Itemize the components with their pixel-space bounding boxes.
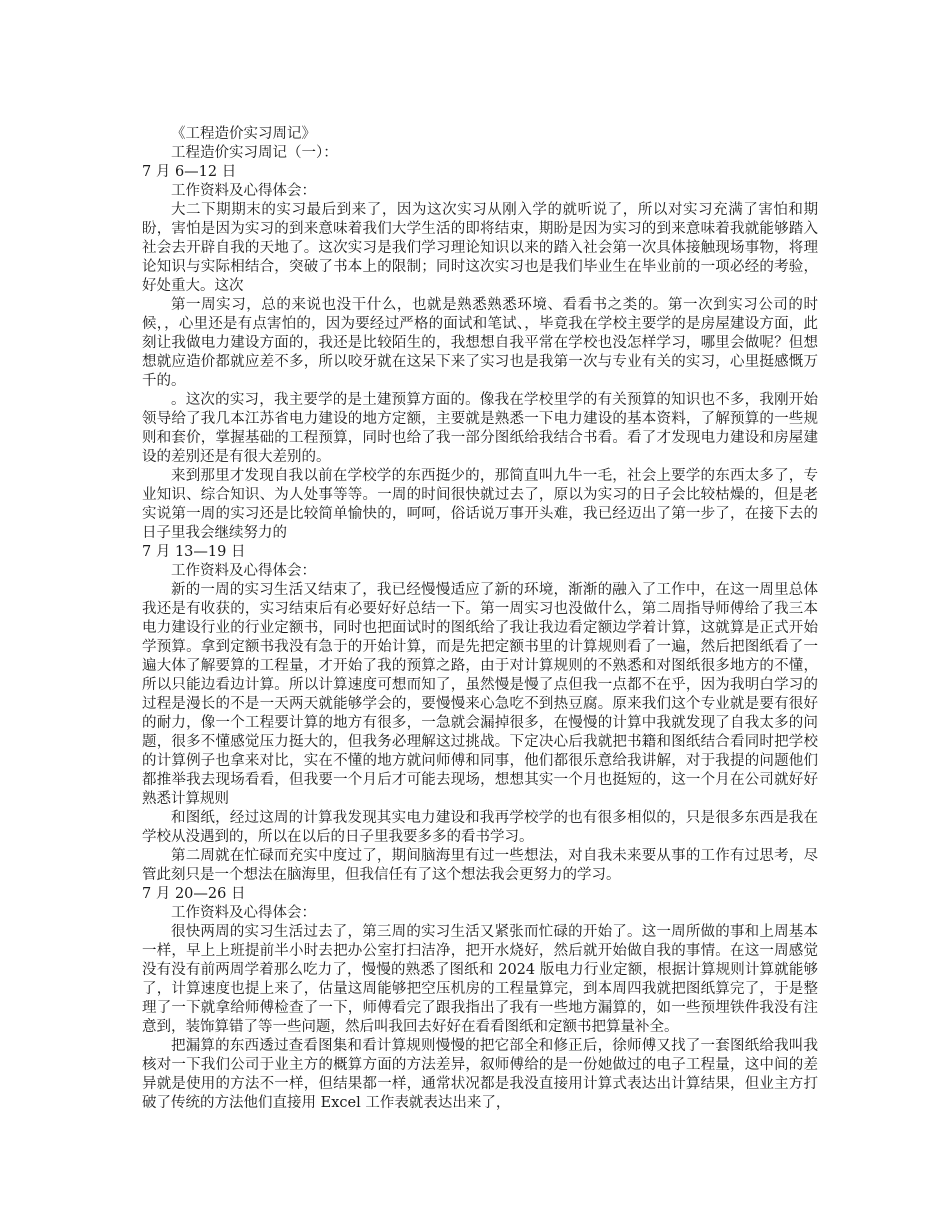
- paragraph: 来到那里才发现自我以前在学校学的东西挺少的，那简直叫九牛一毛，社会上要学的东西太多了，专业知识、综合知识、为人处事等等。一周的时间很快就过去了，原以为实习的日子会比较枯燥的，但是老实说第一周的实习还是比较简单愉快的，呵呵，俗话说万事开头难，我已经迈出了第一步了，在接下去的日子里我会继续努力的: [142, 468, 818, 541]
- paragraph: 第一周实习，总的来说也没干什么，也就是熟悉熟悉环境、看看书之类的。第一次到实习公司的时候，，心里还是有点害怕的，因为要经过严格的面试和笔试、，毕竟我在学校主要学的是房屋建设方面，此刻让我做电力建设方面的，我还是比较陌生的，我想想自我平常在学校也没怎样学习，哪里会做呢？但想想就应造价都就应差不多，所以咬牙就在这呆下来了实习也是我第一次与专业有关的实习，心里挺感慨万千的。: [142, 297, 818, 389]
- paragraph: 大二下期期末的实习最后到来了，因为这次实习从刚入学的就听说了，所以对实习充满了害怕和期盼，害怕是因为实习的到来意味着我们大学生活的即将结束，期盼是因为实习的到来意味着我就能够踏入社会去开辟自我的天地了。这次实习是我们学习理论知识以来的踏入社会第一次具体接触现场事物，将理论知识与实际相结合，突破了书本上的限制；同时这次实习也是我们毕业生在毕业前的一项必经的考验，好处重大。这次: [142, 202, 818, 294]
- document-subtitle: 工程造价实习周记（一）：: [171, 145, 338, 161]
- section-heading: 工作资料及心得体会：: [171, 563, 316, 579]
- week-date: 7 月 6—12 日: [142, 164, 237, 180]
- paragraph: 把漏算的东西透过查看图集和看计算规则慢慢的把它部全和修正后，徐师傅又找了一套图纸给我叫我核对一下我们公司于业主方的概算方面的方法差异，叙师傅给的是一份她做过的电子工程量，这中间的差异就是使用的方法不一样，但结果都一样，通常状况都是我没直接用计算式表达出计算结果，但业主方打破了传统的方法他们直接用 Excel 工作表就表达出来了，: [142, 1038, 818, 1111]
- week-date: 7 月 20—26 日: [142, 886, 246, 902]
- paragraph: 很快两周的实习生活过去了，第三周的实习生活又紧张而忙碌的开始了。这一周所做的事和上周基本一样，早上上班提前半小时去把办公室打扫洁净，把开水烧好，然后就开始做自我的事情。在这一周感觉没有没有前两周学着那么吃力了，慢慢的熟悉了图纸和 2024 版电力行业定额，根据计算规则计算就能够了，计算速度也提上来了，估量这周能够把空压机房的工程量算完，到本周四我就把图纸算完了，于是整理了一下就拿给师傅检查了一下，师傅看完了跟我指出了我有一些地方漏算的，如一些预埋铁件我没有注意到，装饰算错了等一些问题，然后叫我回去好好在看看图纸和定额书把算量补全。: [142, 924, 818, 1035]
- paragraph: 第二周就在忙碌而充实中度过了，期间脑海里有过一些想法，对自我未来要从事的工作有过思考，尽管此刻只是一个想法在脑海里，但我信任有了这个想法我会更努力的学习。: [142, 848, 818, 883]
- section-heading: 工作资料及心得体会：: [171, 183, 316, 199]
- section-heading: 工作资料及心得体会：: [171, 905, 316, 921]
- document-page: [142, 125, 818, 1113]
- week-date: 7 月 13—19 日: [142, 544, 246, 560]
- paragraph: 新的一周的实习生活又结束了，我已经慢慢适应了新的环境，渐渐的融入了工作中，在这一周里总体我还是有收获的，实习结束后有必要好好总结一下。第一周实习也没做什么，第二周指导师傅给了我三本电力建设行业的行业定额书，同时也把面试时的图纸给了我让我边看定额边学着计算，这就算是正式开始学预算。拿到定额书我没有急于的开始计算，而是先把定额书里的计算规则看了一遍，然后把图纸看了一遍大体了解要算的工程量，才开始了我的预算之路，由于对计算规则的不熟悉和对图纸很多地方的不懂，所以只能边看边计算。所以计算速度可想而知了，虽然慢是慢了点但我一点都不在乎，因为我明白学习的过程是漫长的不是一天两天就能够学会的，要慢慢来心急吃不到热豆腐。原来我们这个专业就是要有很好的耐力，像一个工程要计算的地方有很多，一急就会漏掉很多，在慢慢的计算中我就发现了自我太多的问题，很多不懂感觉压力挺大的，但我务必理解这过挑战。下定决心后我就把书籍和图纸结合看同时把学校的计算例子也拿来对比，实在不懂的地方就问师傅和同事，他们都很乐意给我讲解，对于我提的问题他们都推举我去现场看看，但我要一个月后才可能去现场，想想其实一个月也挺短的，这一个月在公司就好好熟悉计算规则: [142, 582, 818, 807]
- paragraph: 。这次的实习，我主要学的是土建预算方面的。像我在学校里学的有关预算的知识也不多，我刚开始领导给了我几本江苏省电力建设的地方定额，主要就是熟悉一下电力建设的基本资料，了解预算的一些规则和套价，掌握基础的工程预算，同时也给了我一部分图纸给我结合书看。看了才发现电力建设和房屋建设的差别还是有很大差别的。: [142, 392, 818, 465]
- document-title: 《工程造价实习周记》: [171, 126, 316, 142]
- paragraph: 和图纸，经过这周的计算我发现其实电力建设和我再学校学的也有很多相似的，只是很多东西是我在学校从没遇到的，所以在以后的日子里我要多多的看书学习。: [142, 810, 818, 845]
